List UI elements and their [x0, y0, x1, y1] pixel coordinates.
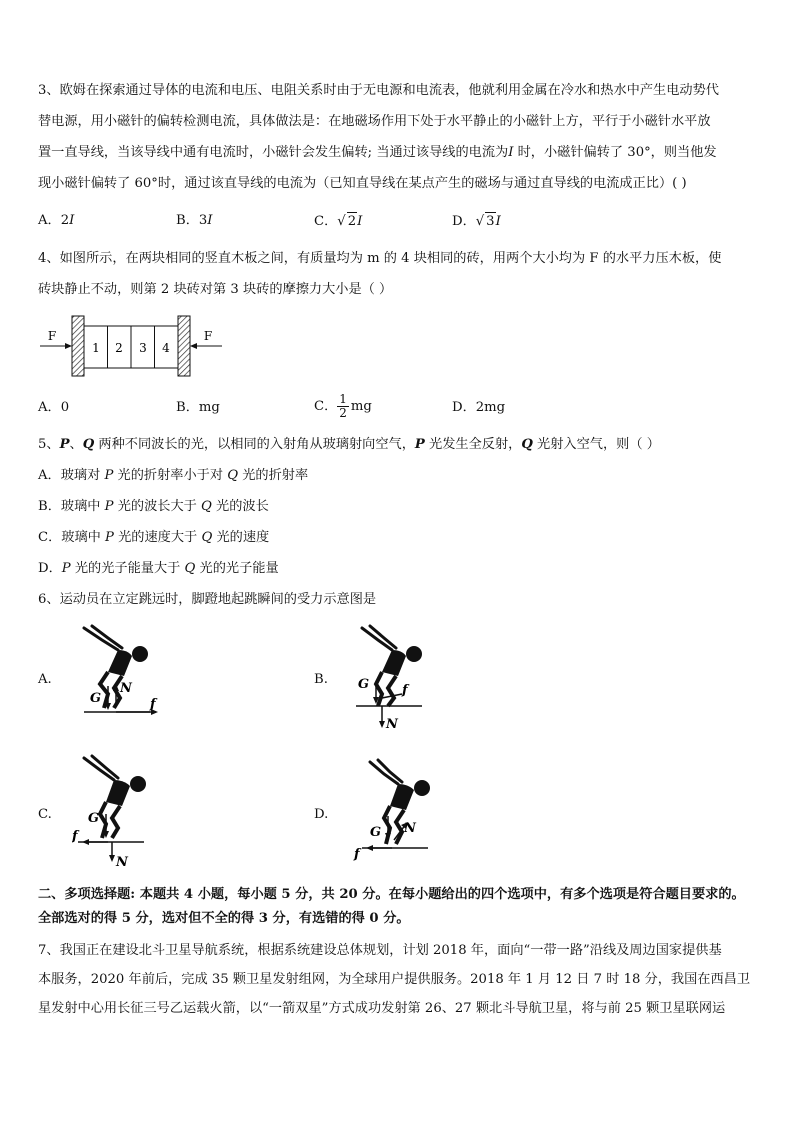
brick-4-label: 4: [162, 341, 170, 355]
gravity-label: G: [358, 677, 370, 692]
q4-option-c[interactable]: C． $\frac{1}{2}$ mg: [314, 392, 372, 420]
normal-force-label: N: [120, 681, 132, 696]
brick-1-label: 1: [92, 341, 100, 355]
q6-option-b-label[interactable]: B.: [314, 672, 328, 687]
q7-line-1: 7、我国正在建设北斗卫星导航系统，根据系统建设总体规划，计划 2018 年，面向“一带一路”沿线及周边国家提供基: [38, 943, 722, 958]
q3-line-3: 置一直导线，当该导线中通有电流时，小磁针会发生偏转; 当通过该导线的电流为I 时，小磁针偏转了 30°，则当他发: [38, 145, 717, 160]
q4-option-b[interactable]: B．mg: [176, 400, 220, 415]
q3-option-c[interactable]: C．√ 2I: [314, 214, 363, 229]
q6-figure-d: [348, 752, 444, 870]
q3-line-1: 3、欧姆在探索通过导体的电流和电压、电阻关系时由于无电源和电流表，他就利用金属在冷水和热水中产生电动势代: [38, 83, 719, 98]
q5-option-b[interactable]: B．玻璃中 P 光的波长大于 Q 光的波长: [38, 499, 269, 514]
sqrt-symbol: √: [475, 214, 485, 229]
q6-option-a-label[interactable]: A.: [38, 672, 52, 687]
friction-label: f: [354, 847, 360, 862]
q6-option-c-label[interactable]: C.: [38, 807, 52, 822]
q3-option-b[interactable]: B．3I: [176, 213, 213, 228]
sqrt-symbol: √: [337, 214, 346, 229]
right-force-label: F: [203, 329, 213, 343]
friction-label: f: [72, 829, 78, 844]
normal-force-label: N: [386, 717, 398, 732]
q3-line-2: 替电源，用小磁针的偏转检测电流，具体做法是：在地磁场作用下处于水平静止的小磁针上方，平行于小磁针水平放: [38, 114, 711, 129]
q6-figure-c: [72, 752, 164, 870]
brick-2-label: 2: [115, 341, 123, 355]
athlete-head: [132, 646, 148, 662]
q6-stem: 6、运动员在立定跳远时，脚蹬地起跳瞬间的受力示意图是: [38, 592, 377, 607]
q4-option-a[interactable]: A．0: [38, 400, 70, 415]
q6-figure-b: [352, 622, 444, 732]
gravity-label: G: [370, 825, 382, 840]
normal-force-label: N: [116, 855, 128, 870]
right-board: [178, 316, 190, 376]
q3-option-d[interactable]: D．√ 3I: [452, 214, 501, 229]
left-board: [72, 316, 84, 376]
q5-option-d[interactable]: D．P 光的光子能量大于 Q 光的光子能量: [38, 561, 279, 576]
gravity-label: G: [90, 691, 102, 706]
brick-3-label: 3: [139, 341, 147, 355]
fraction-one-half: $\frac{1}{2}$: [339, 392, 347, 420]
friction-label: f: [402, 683, 408, 698]
q3-option-a[interactable]: A．2I: [38, 213, 75, 228]
q3-line-4: 现小磁针偏转了 60°时，通过该直导线的电流为（已知直导线在某点产生的磁场与通过直导线的电流成正比）( ): [38, 176, 687, 191]
friction-label: f: [150, 697, 156, 712]
q4-line-1: 4、如图所示，在两块相同的竖直木板之间，有质量均为 m 的 4 块相同的砖，用两个大小均为 F 的水平力压木板，使: [38, 251, 722, 266]
section2-line-1: 二、多项选择题: 本题共 4 小题，每小题 5 分，共 20 分。在每小题给出的四个选项中，有多个选项是符合题目要求的。: [38, 887, 745, 902]
q4-option-d[interactable]: D．2mg: [452, 400, 506, 415]
q4-brick-figure: [38, 312, 238, 380]
q5-option-c[interactable]: C．玻璃中 P 光的速度大于 Q 光的速度: [38, 530, 270, 545]
q6-figure-a: [78, 622, 170, 732]
q4-line-2: 砖块静止不动，则第 2 块砖对第 3 块砖的摩擦力大小是（ ）: [38, 282, 393, 297]
q5-option-a[interactable]: A．玻璃对 P 光的折射率小于对 Q 光的折射率: [38, 468, 309, 483]
left-force-label: F: [47, 329, 57, 343]
q7-line-3: 星发射中心用长征三号乙运载火箭，以“一箭双星”方式成功发射第 26、27 颗北斗导航卫星，将与前 25 颗卫星联网运: [38, 1001, 726, 1016]
section2-line-2: 全部选对的得 5 分，选对但不全的得 3 分，有选错的得 0 分。: [38, 911, 410, 926]
q5-stem: 5、P、Q 两种不同波长的光，以相同的入射角从玻璃射向空气，P 光发生全反射，Q 光射入空气，则（ ）: [38, 437, 660, 452]
normal-force-label: N: [404, 821, 416, 836]
q6-option-d-label[interactable]: D.: [314, 807, 329, 822]
q7-line-2: 本服务，2020 年前后，完成 35 颗卫星发射组网，为全球用户提供服务。2018 年 1 月 12 日 7 时 18 分，我国在西昌卫: [38, 972, 751, 987]
gravity-label: G: [88, 811, 100, 826]
